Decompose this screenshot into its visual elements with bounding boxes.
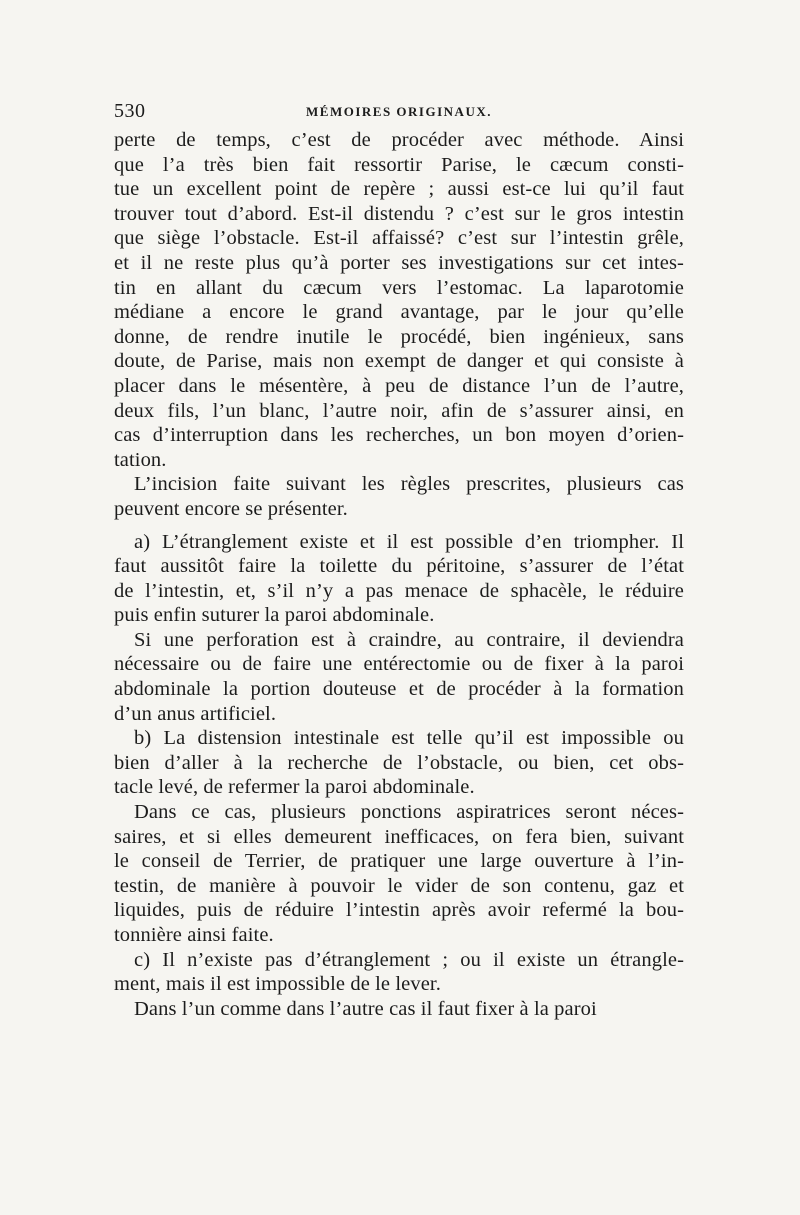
- text-line: Dans l’un comme dans l’autre cas il faut fixer à la paroi: [134, 997, 597, 1020]
- text-line: ment, mais il est impossible de le lever.: [114, 973, 441, 996]
- text-line: Dans ce cas, plusieurs ponctions aspiratrices seront néces-: [134, 801, 684, 824]
- text-line: a) L’étranglement existe et il est possible d’en triompher. Il: [134, 530, 684, 553]
- text-line: trouver tout d’abord. Est-il distendu ? c’est sur le gros intestin: [114, 202, 684, 225]
- text-line: de l’intestin, et, s’il n’y a pas menace de sphacèle, le réduire: [114, 579, 684, 602]
- text-line: cas d’interruption dans les recherches, un bon moyen d’orien-: [114, 424, 684, 447]
- text-line: abdominale la portion douteuse et de procéder à la formation: [114, 678, 684, 701]
- running-head: MÉMOIRES ORIGINAUX.: [306, 104, 492, 119]
- text-line: b) La distension intestinale est telle qu’il est impossible ou: [134, 727, 684, 750]
- page-number: 530: [114, 100, 146, 122]
- text-line: bien d’aller à la recherche de l’obstacle, ou bien, cet obs-: [114, 751, 684, 774]
- text-line: saires, et si elles demeurent inefficaces, on fera bien, suivant: [114, 825, 684, 848]
- text-line: testin, de manière à pouvoir le vider de son contenu, gaz et: [114, 874, 684, 897]
- text-line: faut aussitôt faire la toilette du péritoine, s’assurer de l’état: [114, 555, 684, 578]
- text-line: tation.: [114, 448, 167, 471]
- text-line: tue un excellent point de repère ; aussi est-ce lui qu’il faut: [114, 178, 684, 201]
- text-line: que l’a très bien fait ressortir Parise, le cæcum consti-: [114, 153, 684, 176]
- text-line: L’incision faite suivant les règles prescrites, plusieurs cas: [134, 473, 684, 496]
- page-header: [114, 100, 684, 126]
- paragraph-gap: [114, 522, 684, 530]
- text-line: doute, de Parise, mais non exempt de danger et qui consiste à: [114, 350, 684, 373]
- text-line: deux fils, l’un blanc, l’autre noir, afin de s’assurer ainsi, en: [114, 399, 684, 422]
- text-line: tonnière ainsi faite.: [114, 924, 274, 946]
- text-line: le conseil de Terrier, de pratiquer une large ouverture à l’in-: [114, 850, 684, 873]
- text-line: tin en allant du cæcum vers l’estomac. La laparotomie: [114, 276, 684, 299]
- text-line: perte de temps, c’est de procéder avec méthode. Ainsi: [114, 129, 684, 151]
- text-line: placer dans le mésentère, à peu de distance l’un de l’autre,: [114, 374, 684, 397]
- text-line: nécessaire ou de faire une entérectomie ou de fixer à la paroi: [114, 653, 684, 676]
- text-line: d’un anus artificiel.: [114, 702, 277, 725]
- text-line: et il ne reste plus qu’à porter ses investigations sur cet intes-: [114, 251, 684, 274]
- text-line: médiane a encore le grand avantage, par le jour qu’elle: [114, 301, 684, 324]
- text-line: Si une perforation est à craindre, au contraire, il deviendra: [134, 628, 684, 651]
- text-line: peuvent encore se présenter.: [114, 497, 348, 520]
- text-line: donne, de rendre inutile le procédé, bien ingénieux, sans: [114, 325, 684, 348]
- text-line: que siège l’obstacle. Est-il affaissé? c’est sur l’intestin grêle,: [114, 227, 684, 250]
- body-text: [114, 128, 684, 1021]
- text-line: puis enfin suturer la paroi abdominale.: [114, 604, 435, 627]
- text-line: liquides, puis de réduire l’intestin après avoir refermé la bou-: [114, 899, 684, 922]
- text-line: tacle levé, de refermer la paroi abdominale.: [114, 776, 475, 799]
- text-line: c) Il n’existe pas d’étranglement ; ou il existe un étrangle-: [134, 948, 684, 971]
